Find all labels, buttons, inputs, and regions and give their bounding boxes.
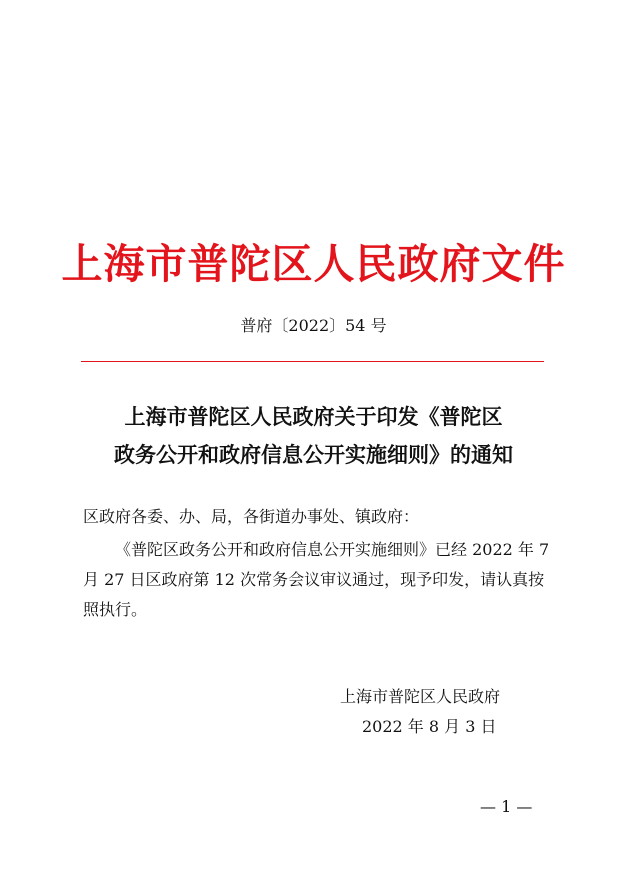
issuing-authority-header: 上海市普陀区人民政府文件	[61, 240, 566, 288]
body-line-1: 《普陀区政务公开和政府信息公开实施细则》已经 2022 年 7	[115, 540, 550, 559]
body-line-2: 月 27 日区政府第 12 次常务会议审议通过，现予印发，请认真按	[83, 570, 545, 589]
notice-title	[60, 398, 567, 474]
notice-title-line-2: 政务公开和政府信息公开实施细则》的通知	[114, 442, 513, 467]
page-number: — 1 —	[480, 797, 533, 816]
document-number: 普府〔2022〕54 号	[240, 316, 387, 335]
addressee: 区政府各委、办、局，各街道办事处、镇政府：	[83, 507, 420, 526]
notice-title-line-1: 上海市普陀区人民政府关于印发《普陀区	[124, 404, 503, 429]
signature-organization: 上海市普陀区人民政府	[340, 687, 501, 706]
signature-date: 2022 年 8 月 3 日	[362, 717, 497, 736]
red-divider-line	[81, 361, 544, 362]
body-paragraph	[83, 535, 550, 625]
body-line-3: 照执行。	[83, 600, 148, 619]
